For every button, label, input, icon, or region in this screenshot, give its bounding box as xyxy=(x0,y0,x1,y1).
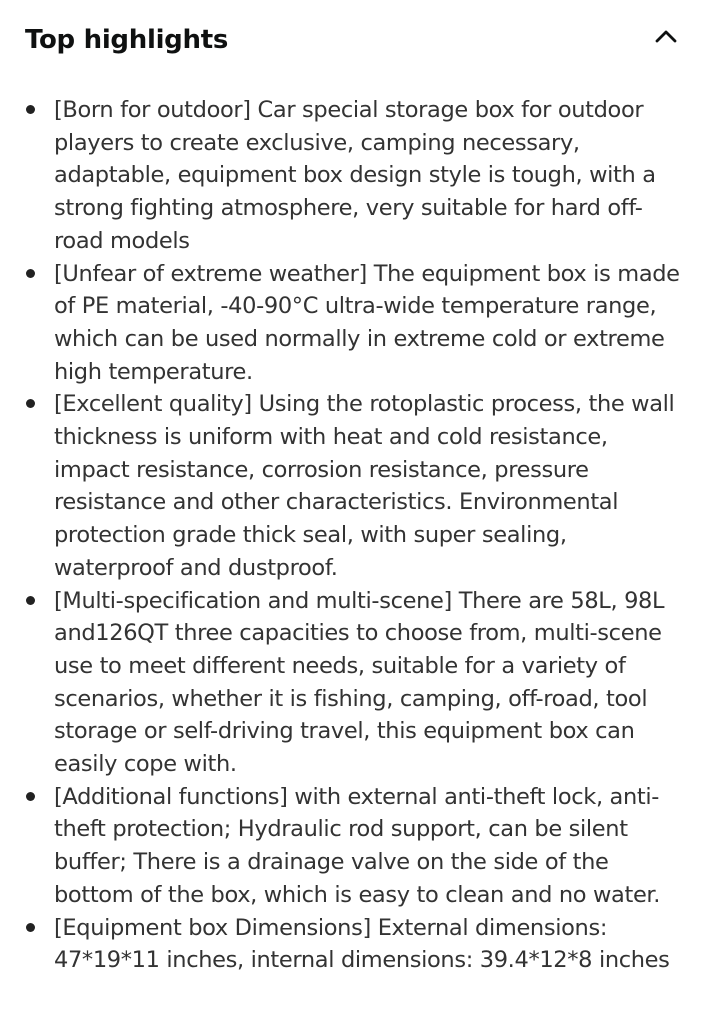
highlight-item xyxy=(0,94,702,258)
highlight-text: [Equipment box Dimensions] External dimensions: 47*19*11 inches, internal dimensions: 39.4*12*8 inches xyxy=(54,914,670,974)
highlight-item xyxy=(0,912,702,977)
highlight-text: [Excellent quality] Using the rotoplastic process, the wall thickness is uniform with heat and cold resistance, impact resistance, corrosion resistance, pressure resistance and other characteristics. Environmental protection grade thick seal, with super sealing, waterproof and dustproof. xyxy=(54,391,675,581)
bullet-icon xyxy=(26,596,35,605)
highlight-item xyxy=(0,388,702,584)
bullet-icon xyxy=(26,399,35,408)
highlight-item xyxy=(0,258,702,389)
highlights-list xyxy=(0,94,702,977)
bullet-icon xyxy=(26,792,35,801)
collapse-toggle-button[interactable] xyxy=(648,22,684,52)
bullet-icon xyxy=(26,269,35,278)
highlight-item xyxy=(0,781,702,912)
highlight-text: [Additional functions] with external anti-theft lock, anti-theft protection; Hydraulic rod support, can be silent buffer; There is a drainage valve on the side of the bottom of the box, which is easy to clean and no water. xyxy=(54,783,661,908)
bullet-icon xyxy=(26,105,35,114)
highlight-text: [Multi-specification and multi-scene] There are 58L, 98L and126QT three capacities to choose from, multi-scene use to meet different needs, suitable for a variety of scenarios, whether it is fishing, camping, off-road, tool storage or self-driving travel, this equipment box can easily cope with. xyxy=(54,587,665,778)
highlight-text: [Born for outdoor] Car special storage box for outdoor players to create exclusive, camping necessary, adaptable, equipment box design style is tough, with a strong fighting atmosphere, very suitable for hard off-road models xyxy=(54,97,656,254)
chevron-up-icon xyxy=(654,28,678,44)
highlights-header[interactable] xyxy=(0,0,702,80)
highlight-text: [Unfear of extreme weather] The equipment box is made of PE material, -40-90°C ultra-wide temperature range, which can be used normally in extreme cold or extreme high temperature. xyxy=(54,260,680,385)
section-title: Top highlights xyxy=(25,25,229,55)
bullet-icon xyxy=(26,923,35,932)
highlight-item xyxy=(0,585,702,781)
